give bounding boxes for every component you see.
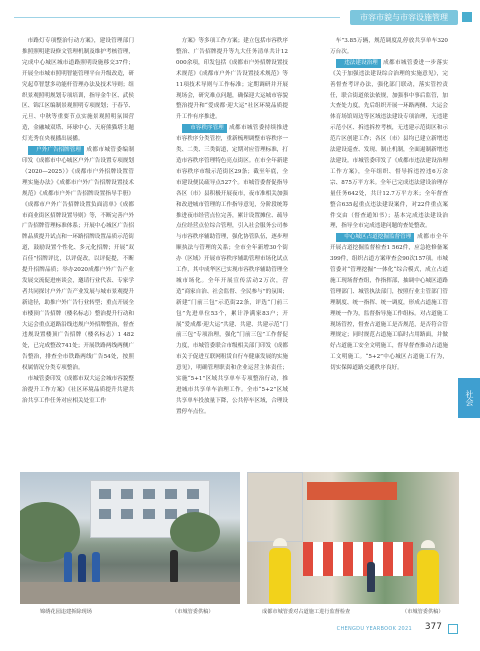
person-shape [170,550,178,582]
photo-credit-2: （市城管委供稿） [402,609,444,615]
paragraph-outdoor-ads [22,145,134,374]
person-shape [78,554,86,582]
helmet-shape [273,538,287,546]
paragraph: 市城管委印发《成都市双大运会城市容貌整治提升工作方案》《社区环境品质提升共建共治共享工作任务对应相关处室工作 [22,376,134,404]
header-square-icon [462,12,472,22]
photo-road-inspection [247,472,459,604]
worker-shape [417,550,439,604]
paragraph-text: 成都市全年开展占道挖掘监督检查1 562件，应急抢修备案399件，组织占道方案审查会90次157项。市城管委对“管理挖掘”一体化“综合模式，成立占道施工现场督查组，作指挥部，抽调中心城区道路管理部门、城管执法部门，按照行业主管部门管理制度、统一指挥、统一调度，形成占道施工管理统一作为，监督指导施工作组标。对占道施工现场管控，督查占道施工是否规范，是否符合管理规定；同时规范占道施工临时占用路面，并做好占道施工安全文明施工，督导督查推动占道施工文明施工。“5+2”中心城区占道施工行为，切实保障道路交通秩序良好。 [330,234,448,372]
section-tag: 违法建设治理 [336,59,381,68]
photo-demolition-site [20,472,240,604]
paragraph: 市路灯专项整治行动方案》，建设管理部门推照照明建设修文管理机制及维护考核管理，完成中心城区城市道路照明设施移交37件；开展全市城市照明智能管理平台升级改造，研究起草智慧多功能杆管理办法及技术导则；组织景观照明规划专项培训，指导金牛区、武侯区、锦江区编制景观照明专项规划；于春节、元旦、中秋等重要节点实施景观照明氛围营造，金融城双塔、环球中心、天府熊猫塔主题灯光秀在央视播出展播。 [22,38,134,143]
header-rule [14,17,340,18]
person-shape [367,562,375,592]
photo-caption-2: 成都市城管委对占道施工进行监督检查 [262,609,351,615]
section-title: 市容市貌与市容设施管理 [350,10,458,25]
worker-shape [269,548,291,604]
section-tag: 中心城区占道挖掘监督管理 [336,233,415,242]
page-number: 377 [424,622,442,632]
text-column-3 [330,36,448,476]
page-header [0,8,480,26]
section-side-tab: 社会 [458,378,480,418]
paragraph-text: 成都市城管委进一步落实《关于加强违法建设综合治理的实施意见》，完善督查考评办法，强化部门联动，落实管控责任，联合街道依法依规，加强事中事后监管，加大查处力度，先后组织开展一环路两侧、大运会体育场馆周边等区域违法建设专项治理，无违建示范小区、拆违拆控考核，无违建示范街区和示范片区创建工作；各区（市）县均已建立新增违法建设巡查、发现、制止机制，全面遏制新增违法建设。市城管委印发了《成都市违法建设治理工作方案》，全年组织、督导拆违控违6万余宗、875万平方米。全年已完成违法建设治理存量任务642处，共计12.7万平方米；全年督查整合635起重点违法建设案件，对22件重点案件交由（督查通知书）；基本完成违法建设治理，指导全市完成违建问题的查处整改。 [330,59,448,230]
section-tag: 市容秩序管理 [182,124,227,133]
ground-shape [20,582,240,604]
text-column-1 [22,36,134,472]
paragraph-illegal-construction [330,58,448,233]
text-column-2 [176,36,288,472]
person-shape [64,552,72,582]
page-footer [0,620,480,640]
shop-sign-shape [307,482,397,500]
construction-fence-shape [303,542,413,576]
paragraph: 方案》等多项工作方案；建立包括市容秩序整治、广告招牌提升等九大任务清单共计12 000余项，印发包括《成都市户外招牌设置技术规范》《成都市户外广告设置技术规范》等11项技术导则与工作标准；定期调研并开展现场会，研究难点问题，确保迎大运城市容貌整治提升和“爱成都·迎大运”社区环境品质提升工作有序推进。 [176,38,288,121]
paragraph-text: 成都市城管委编制印发《成都市中心城区户外广告设置专项规划（2020—2025）》《成都市户外招牌设置管理实施办法》《成都市户外广告招牌设置技术规范》《成都市户外广告招牌设置指导手册》《成都市户外广告招牌设置负面清单》《成都市商业街区招牌设置导则》等，不断完善户外广告招牌管理标准体系；开展中心城区广告招牌品质提升试点和一环路招牌设置品质示范街道，鼓励设置个性化、多元化招牌；开展“双百佳”招牌评比，以评促改，以评促提，不断提升招牌品质；举办2020成都户外广告产业发展交流促进座谈会，邀请行业代表、专家学者共同探讨户外广告产业发展与城市景观提升新途径，助推户外广告行业转型；重点开展全市楼顶广告招牌（楼名标志）整治提升行动和大运会重点道路沿线违规户外招牌整治，督查违规设置楼顶广告招牌（楼名标志）1 482处，已完成整改741处；开展铁路两线两侧广告整治，排查全市铁路两线广告54处，按照权属情况分类专项整治。 [22,147,134,372]
tree-shape [170,512,220,552]
helmet-shape [421,540,435,548]
section-tag: 户外广告招牌管理 [28,146,84,155]
photo-caption-1: 锦绣花园违建拆除现场 [40,609,92,615]
paragraph: 车”3.85万辆，规范调度乱停放共享单车320万台次。 [330,38,448,55]
yearbook-name: CHENGDU YEARBOOK 2021 [336,626,412,632]
footer-square-icon [448,624,458,634]
paragraph-road-excavation [330,232,448,374]
paragraph-text: 成都市城管委持续推进市容秩序分类管控，重新梳理调整市容秩序一类、二类、三类街道，定期对应管理标准，打造市容秩序管理特色亮点街区。在市全年新建市容秩序市级示范街区29条；截至年底，全市建设便民疏导点527个。市城管委督促指导各区（市）县积极开展夜市，夜市准相关加强和改进城市管理的工作指导意见，分阶段统筹推进夜市经营点位完善，累计设置摊位、疏导点位经营点位综合管理，引入社会服务公司参与市容秩序辅助管理，强化协管队伍，逐步理顺执法与管理的关系；全市全年新增30个街办（区域）开展市容秩序辅助管理市场化试点工作，其中成华区已实现市容秩序辅助管理全城市场化。全年开展宣传活动2万次，营造“商家自治、社会监督、全民参与”的氛围；新建“门前三包”示范街22条，评选“门前三包”先进单位53个，累计净满家83户；开展“爱成都·迎大运”共建、共建、共建示范“门前三包”专项治理，强化“门前三包”工作督促力度，市城管委联合市级相关部门印发《成都市关于促进互联网租赁自行车健康发展的实施意见》，明确管理职责和企业运营主体责任；实施“5+1”区域共享单车专项整治行动，推进城市共享单车治理工作。全市“5+2”区域共享单车投放量下降，公共停车区域，合理设置停车点位。 [176,125,288,415]
paragraph-order-management [176,123,288,417]
person-shape [92,552,100,582]
building-shape [247,472,303,542]
photo-credit-1: （市城管委供稿） [172,609,214,615]
